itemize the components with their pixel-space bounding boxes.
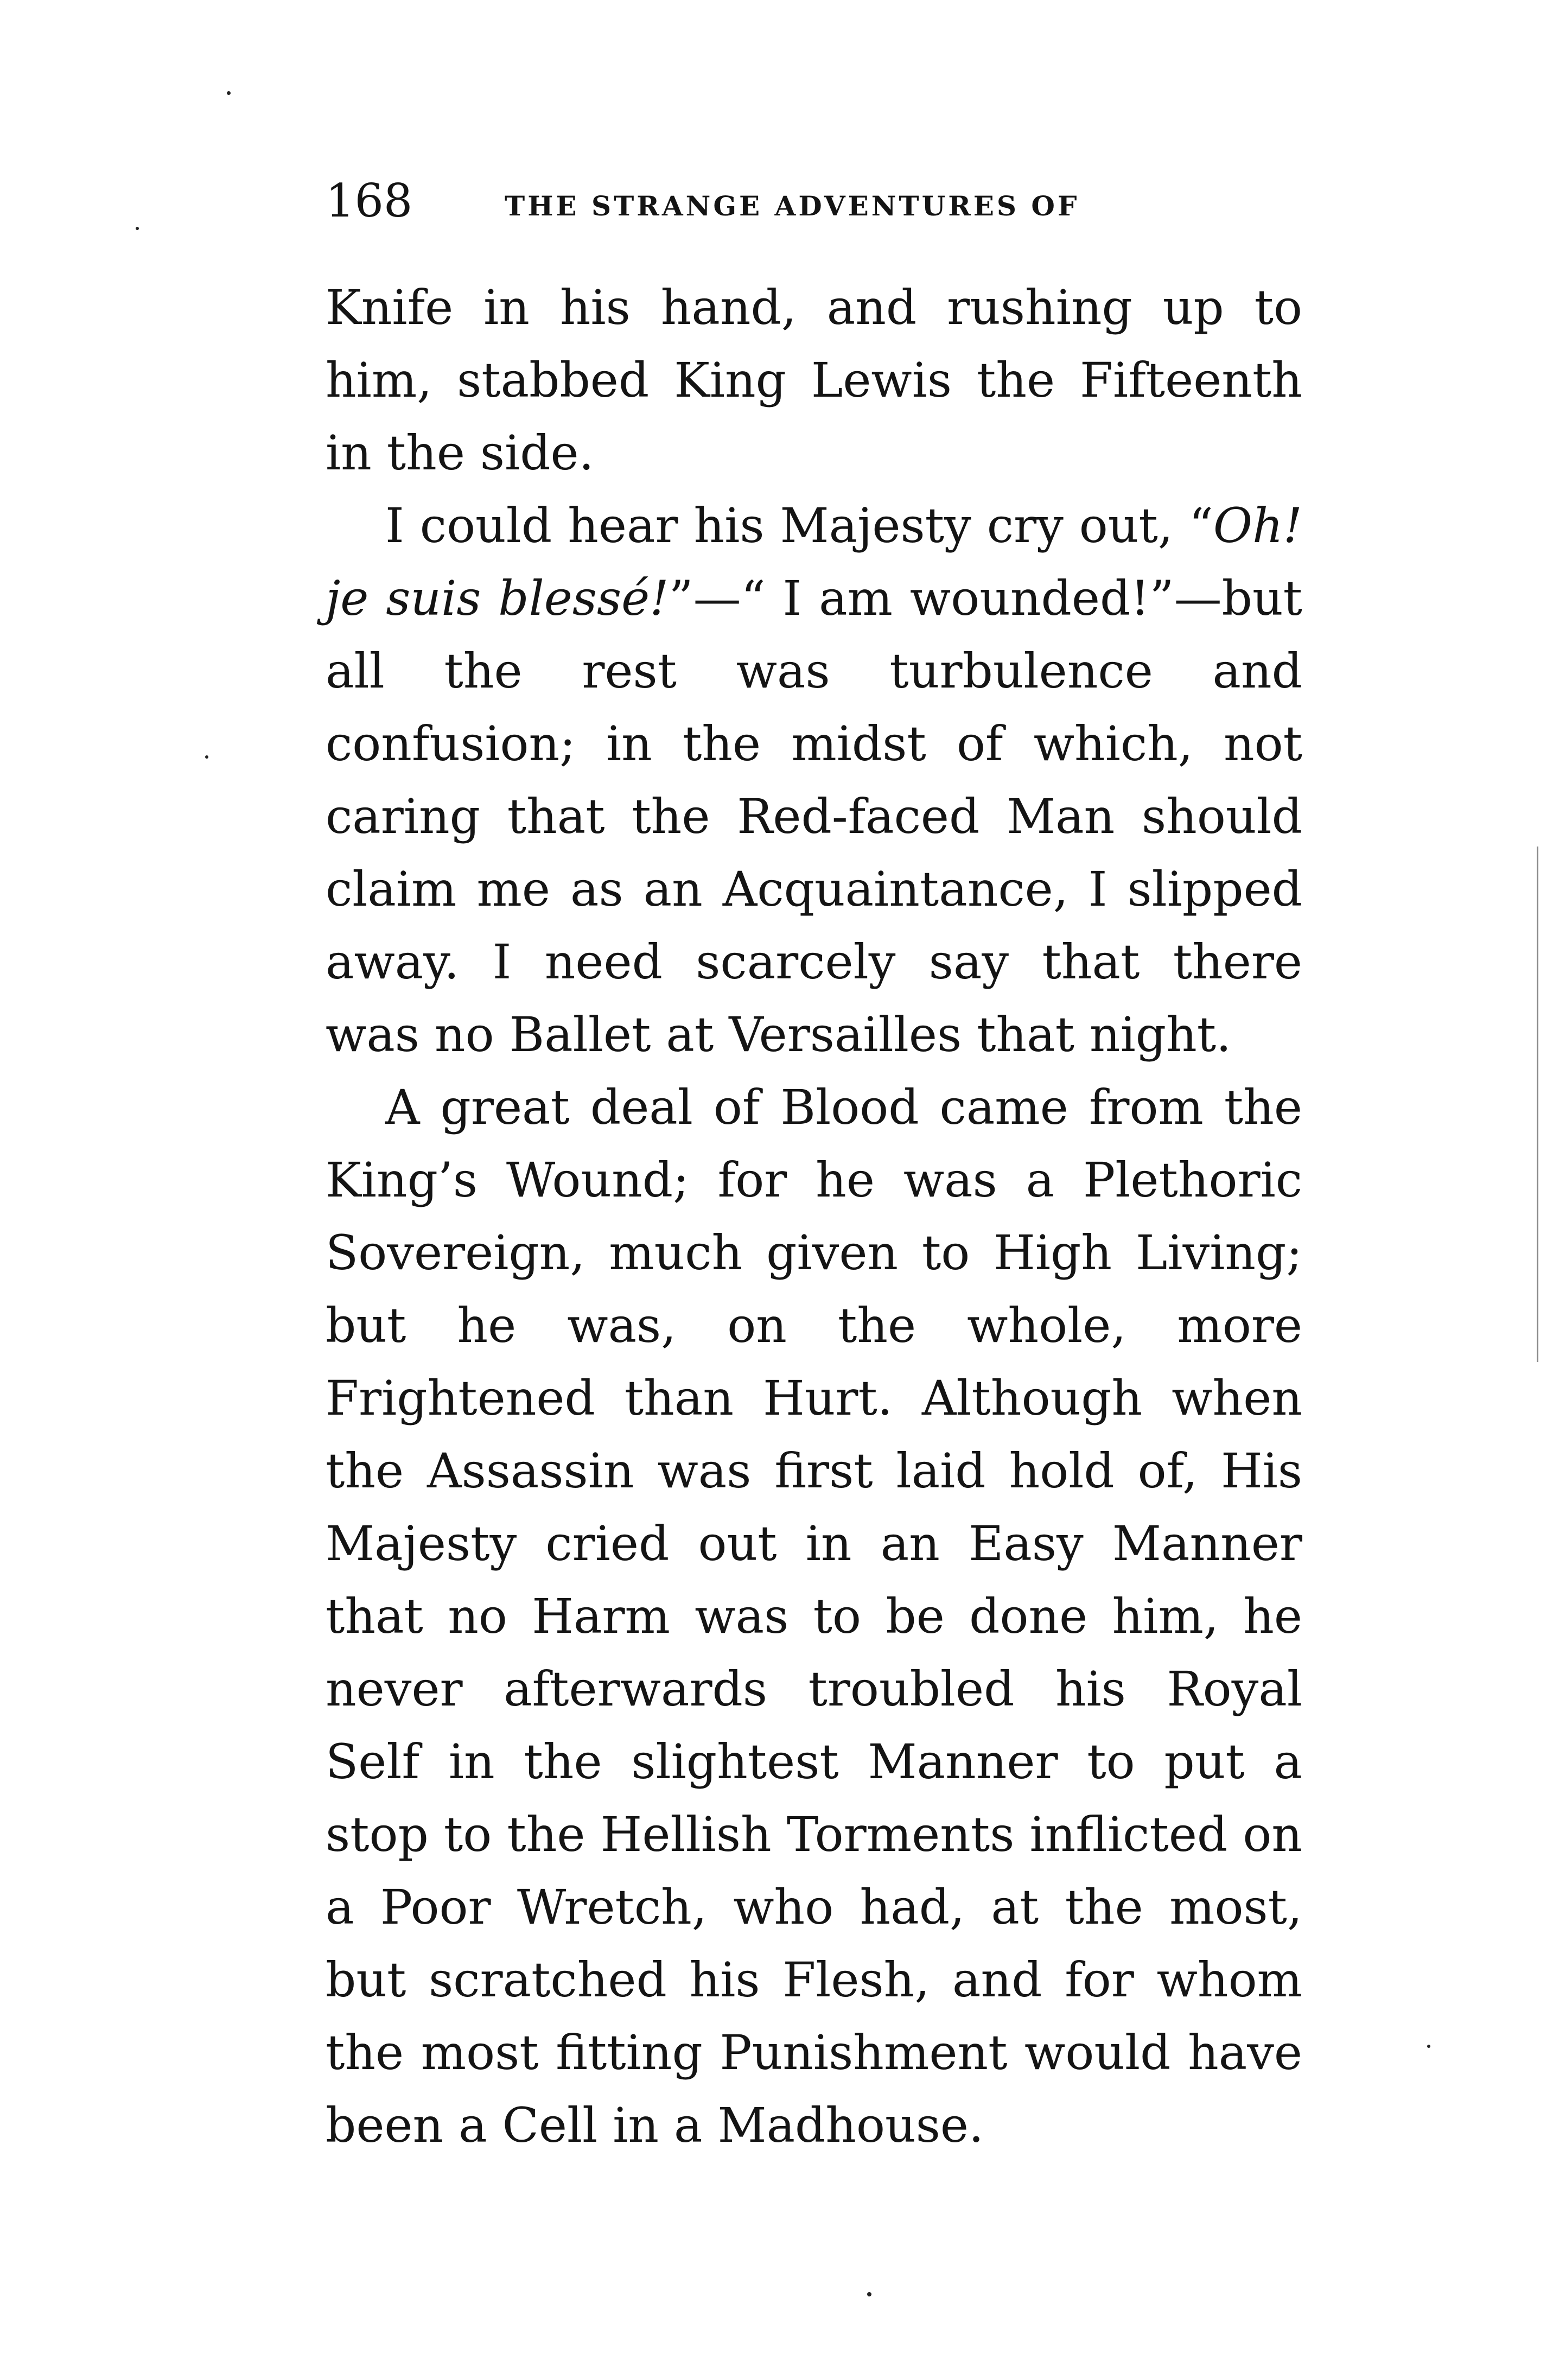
scan-edge-line	[1537, 847, 1538, 1362]
scan-speck	[867, 2292, 871, 2296]
paragraph-2	[326, 489, 1302, 1071]
scan-speck	[227, 91, 231, 95]
running-title: THE STRANGE ADVENTURES OF	[505, 190, 1080, 222]
scan-speck	[1427, 2045, 1430, 2048]
french-exclamation: Oh! je suis blessé!	[326, 498, 1302, 626]
scan-speck	[205, 755, 208, 759]
running-head	[326, 174, 1357, 228]
paragraph-1: Knife in his hand, and rushing up to him, stabbed King Lewis the Fifteenth in the side.	[326, 279, 1302, 481]
body-text	[326, 271, 1302, 2162]
paragraph-3: A great deal of Blood came from the King’s Wound; for he was a Plethoric Sovereign, much given to High Living; but he was, on the whole, more Frightened than Hurt. Although when the Assassin was first laid hold of, His Majesty cried out in an Easy Manner that no Harm was to be done him, he never afterwards troubled his Royal Self in the slightest Manner to put a stop to the Hellish Torments inflicted on a Poor Wretch, who had, at the most, but scratched his Flesh, and for whom the most fitting Punishment would have been a Cell in a Madhouse.	[326, 1079, 1302, 2153]
page-number: 168	[326, 174, 413, 227]
paragraph-2-text-a: I could hear his Majesty cry out, “	[385, 498, 1213, 553]
scan-speck	[136, 227, 139, 230]
paragraph-2-text-b: ”—“ I am wounded!”—but all the rest was turbulence and confusion; in the midst of which, not caring that the Red-faced Man should claim me as an Acquaintance, I slipped away. I need scarcely say that there was no Ballet at Versailles that night.	[326, 570, 1303, 1062]
